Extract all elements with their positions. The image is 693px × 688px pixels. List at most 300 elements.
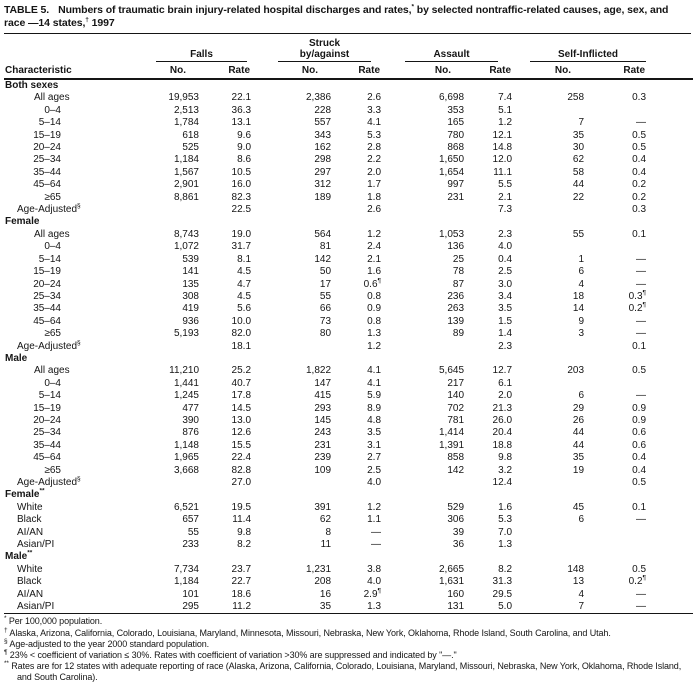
value-cell: 0.5	[632, 365, 647, 377]
value-cell: 1,567	[173, 166, 199, 178]
footnote-marker-dagger: †	[85, 16, 89, 24]
value-cell: 16	[319, 588, 332, 600]
value-cell: 5.3	[367, 129, 382, 141]
spacer-cell	[647, 117, 693, 129]
value-cell	[585, 527, 647, 539]
data-row	[4, 179, 693, 191]
self-inflicted-rate-header: Rate	[585, 62, 647, 79]
value-cell: —	[371, 539, 382, 551]
value-cell: 1,784	[173, 117, 199, 129]
value-cell: 5,645	[438, 365, 465, 377]
value-cell: 11.1	[493, 166, 513, 178]
value-cell: 0.6¶	[363, 277, 382, 290]
spacer-cell	[647, 154, 693, 166]
value-cell: —	[636, 253, 647, 265]
row-label: Black	[17, 576, 42, 588]
data-row	[4, 291, 693, 303]
falls-rate-header: Rate	[200, 62, 252, 79]
value-cell: 1.6	[498, 501, 513, 513]
value-cell: 19,953	[168, 92, 199, 104]
value-cell	[382, 204, 465, 216]
value-cell: 147	[314, 377, 332, 389]
value-cell: 9	[578, 315, 585, 327]
value-cell: 1,148	[173, 439, 199, 451]
value-cell	[154, 477, 200, 489]
value-cell: —	[636, 328, 647, 340]
value-cell: 0.2	[632, 191, 647, 203]
row-label: 15–19	[33, 129, 61, 141]
data-row	[4, 130, 693, 142]
value-cell: 36	[452, 539, 465, 551]
section-label: Male	[5, 352, 28, 364]
row-label: 5–14	[38, 253, 61, 265]
row-label: 5–14	[38, 117, 61, 129]
row-label: 35–44	[33, 166, 61, 178]
value-cell: 145	[314, 414, 332, 426]
table-title	[4, 4, 691, 34]
title-text-1: Numbers of traumatic brain injury-related hospital discharges and rates,	[58, 4, 412, 16]
row-label: ≥65	[44, 328, 61, 340]
value-cell: 18.1	[231, 340, 252, 352]
value-cell: 4.0	[367, 576, 382, 588]
value-cell: 22	[572, 191, 585, 203]
value-cell: 22.7	[231, 576, 252, 588]
value-cell: 868	[447, 142, 465, 154]
value-cell: 82.0	[231, 328, 252, 340]
spacer-cell	[647, 192, 693, 204]
value-cell: 40.7	[231, 377, 252, 389]
value-cell: 936	[182, 315, 199, 327]
value-cell: 189	[314, 191, 332, 203]
value-cell: 0.1	[632, 340, 647, 352]
value-cell: 89	[452, 328, 465, 340]
data-row	[4, 514, 693, 526]
value-cell: 2.1	[367, 253, 382, 265]
value-cell: 5.9	[367, 390, 382, 402]
value-cell	[154, 341, 200, 353]
value-cell: 293	[314, 402, 332, 414]
data-row	[4, 465, 693, 477]
value-cell: 4.1	[367, 365, 382, 377]
value-cell: 4.0	[498, 241, 513, 253]
value-cell: 618	[182, 129, 199, 141]
value-cell: 35	[572, 129, 585, 141]
value-cell: 0.9	[632, 402, 647, 414]
group-label-struck-line2: by/against	[299, 49, 350, 60]
value-cell: —	[585, 601, 647, 614]
value-cell: 2.0	[498, 390, 513, 402]
value-cell: 12.4	[492, 477, 513, 488]
value-cell: 4	[578, 588, 585, 600]
value-cell: 6,521	[173, 501, 199, 513]
value-cell: 55	[319, 290, 332, 302]
value-cell: 1,822	[305, 365, 332, 377]
value-cell: 22.5	[231, 204, 252, 216]
value-cell	[585, 539, 647, 551]
group-label-self-inflicted: Self-Inflicted	[558, 49, 619, 60]
value-cell: 0.8	[367, 290, 382, 302]
value-cell: 23.7	[231, 563, 252, 575]
value-cell: 9.0	[237, 142, 252, 154]
row-label: 20–24	[33, 278, 61, 290]
spacer-cell	[647, 465, 693, 477]
value-cell: 73	[319, 315, 332, 327]
characteristic-header-spacer	[4, 34, 154, 62]
value-cell: 148	[567, 563, 585, 575]
value-cell: 1,184	[173, 154, 199, 166]
row-label: All ages	[34, 365, 70, 377]
value-cell: 258	[567, 92, 585, 104]
row-label: 35–44	[33, 303, 61, 315]
row-label: 15–19	[33, 402, 61, 414]
value-cell: 5.3	[498, 514, 513, 526]
data-row	[4, 229, 693, 241]
value-cell: 25	[452, 253, 465, 265]
row-label: Asian/PI	[17, 539, 55, 551]
value-cell: 7.3	[498, 204, 513, 216]
value-cell: 7	[578, 117, 585, 129]
section-row	[4, 79, 693, 92]
value-cell: 162	[314, 142, 332, 154]
value-cell: 243	[314, 427, 332, 439]
value-cell: 1.6	[367, 266, 382, 278]
group-label-assault: Assault	[433, 49, 470, 60]
spacer-cell	[647, 142, 693, 154]
value-cell: 1.2	[367, 340, 382, 352]
value-cell: 50	[319, 266, 332, 278]
spacer-cell	[647, 390, 693, 402]
value-cell: 3.8	[367, 563, 382, 575]
value-cell: 1,391	[438, 439, 465, 451]
value-cell: 8.9	[367, 402, 382, 414]
value-cell: 11.4	[232, 514, 252, 526]
assault-rate-header: Rate	[465, 62, 513, 79]
spacer-cell	[647, 415, 693, 427]
value-cell: 3.5	[367, 427, 382, 439]
value-cell: 0.6	[632, 439, 647, 451]
value-cell: 45	[572, 501, 585, 513]
value-cell	[585, 241, 647, 253]
value-cell: 6	[578, 390, 585, 402]
value-cell: —	[636, 390, 647, 402]
value-cell: 217	[447, 377, 465, 389]
value-cell: 19.5	[231, 501, 252, 513]
value-cell: 19.0	[231, 228, 252, 240]
row-label: ≥65	[44, 191, 61, 203]
value-cell: 5.0	[465, 601, 513, 614]
value-cell: 228	[314, 104, 332, 116]
value-cell	[513, 105, 585, 117]
column-groups-row	[4, 34, 693, 62]
value-cell	[513, 539, 585, 551]
value-cell: 136	[447, 241, 465, 253]
value-cell: 0.2¶	[628, 301, 647, 315]
spacer-cell	[647, 539, 693, 551]
value-cell: 26	[572, 414, 585, 426]
spacer-cell	[647, 576, 693, 588]
table-body	[4, 79, 693, 614]
value-cell: 12.7	[492, 365, 513, 377]
row-label: 25–34	[33, 290, 61, 302]
value-cell: 9.8	[237, 526, 252, 538]
value-cell	[252, 477, 332, 489]
section-row	[4, 216, 693, 228]
value-cell: 16.0	[231, 179, 252, 191]
value-cell	[513, 204, 585, 216]
value-cell: 18.8	[492, 439, 513, 451]
value-cell: 3.4	[498, 290, 513, 302]
header-spacer	[647, 62, 693, 79]
value-cell	[513, 477, 585, 489]
value-cell: 1,650	[438, 154, 465, 166]
value-cell: 4.1	[367, 377, 382, 389]
data-row	[4, 279, 693, 291]
value-cell: 1.3	[332, 601, 382, 614]
value-cell: 12.1	[492, 129, 513, 141]
column-group-struck	[252, 34, 382, 62]
value-cell: 13.0	[231, 414, 252, 426]
spacer-cell	[647, 452, 693, 464]
row-label: White	[17, 563, 43, 575]
value-cell: 62	[572, 154, 585, 166]
spacer-cell	[647, 266, 693, 278]
row-label: 45–64	[33, 315, 61, 327]
value-cell: 135	[182, 278, 199, 290]
value-cell: 80	[319, 328, 332, 340]
value-cell: 31.7	[231, 241, 252, 253]
row-label: 25–34	[33, 154, 61, 166]
column-group-assault	[382, 34, 513, 62]
data-row	[4, 266, 693, 278]
value-cell	[154, 204, 200, 216]
struck-rate-header: Rate	[332, 62, 382, 79]
value-cell: 295	[154, 601, 200, 614]
value-cell: 44	[572, 439, 585, 451]
value-cell: 353	[447, 104, 465, 116]
value-cell: 1.4	[498, 328, 513, 340]
value-cell: 14.5	[231, 402, 252, 414]
spacer-cell	[647, 291, 693, 303]
row-label: 0–4	[44, 241, 61, 253]
value-cell: 343	[314, 129, 332, 141]
value-cell: 141	[182, 266, 199, 278]
value-cell: 2.8	[367, 142, 382, 154]
spacer-cell	[647, 527, 693, 539]
spacer-cell	[647, 241, 693, 253]
value-cell: 1,072	[173, 241, 199, 253]
value-cell: 1,231	[305, 563, 332, 575]
value-cell: 165	[447, 117, 465, 129]
spacer-cell	[647, 341, 693, 353]
data-row	[4, 254, 693, 266]
row-label: 15–19	[33, 266, 61, 278]
column-group-self-inflicted	[513, 34, 647, 62]
value-cell	[252, 204, 332, 216]
value-cell: 1.3	[498, 539, 513, 551]
data-row	[4, 117, 693, 129]
row-label: 45–64	[33, 179, 61, 191]
column-group-falls	[154, 34, 252, 62]
value-cell	[513, 378, 585, 390]
value-cell: 557	[314, 117, 332, 129]
value-cell: 415	[314, 390, 332, 402]
value-cell: 2,513	[173, 104, 199, 116]
spacer-cell	[647, 303, 693, 315]
value-cell: 1,245	[173, 390, 199, 402]
data-row	[4, 452, 693, 464]
value-cell: 2.6	[367, 204, 382, 216]
value-cell: 2.5	[367, 464, 382, 476]
value-cell: 0.4	[632, 166, 647, 178]
value-cell: 82.8	[231, 464, 252, 476]
value-cell: 81	[319, 241, 332, 253]
value-cell: 142	[447, 464, 465, 476]
value-cell: 140	[447, 390, 465, 402]
data-row	[4, 142, 693, 154]
value-cell: 1,654	[438, 166, 465, 178]
spacer-cell	[647, 328, 693, 340]
value-cell: 6	[578, 266, 585, 278]
value-cell: 8.2	[237, 539, 252, 551]
spacer-cell	[647, 564, 693, 576]
row-label: Age-Adjusted§	[17, 339, 81, 352]
value-cell: 8.6	[237, 154, 252, 166]
spacer-cell	[647, 477, 693, 489]
row-label: All ages	[34, 228, 70, 240]
value-cell: 1,965	[173, 452, 199, 464]
value-cell	[513, 241, 585, 253]
value-cell: 858	[447, 452, 465, 464]
value-cell: 0.8	[367, 315, 382, 327]
value-cell: 391	[314, 501, 332, 513]
value-cell: 2.3	[498, 228, 513, 240]
value-cell: —	[371, 526, 382, 538]
value-cell: 263	[447, 303, 465, 315]
value-cell: 36.3	[231, 104, 252, 116]
spacer-cell	[647, 92, 693, 104]
value-cell: 2.9¶	[363, 587, 382, 600]
row-label: 20–24	[33, 142, 61, 154]
value-cell: 0.6	[632, 427, 647, 439]
value-cell: 87	[452, 278, 465, 290]
data-row	[4, 204, 693, 216]
data-row	[4, 564, 693, 576]
value-cell: 1.2	[367, 228, 382, 240]
data-row	[4, 316, 693, 328]
title-text-3: 1997	[88, 17, 115, 29]
value-cell: 12.6	[231, 427, 252, 439]
value-cell: 2,386	[305, 92, 332, 104]
value-cell: 6	[578, 514, 585, 526]
data-row	[4, 105, 693, 117]
value-cell: 1.2	[498, 117, 513, 129]
value-cell: 160	[447, 588, 465, 600]
value-cell: 780	[447, 129, 465, 141]
value-cell: 564	[314, 228, 332, 240]
value-cell: —	[636, 588, 647, 600]
value-cell: 1,631	[438, 576, 465, 588]
value-cell: 5.5	[498, 179, 513, 191]
value-cell: 1.5	[498, 315, 513, 327]
value-cell: 4.5	[237, 266, 252, 278]
value-cell: 3.5	[498, 303, 513, 315]
value-cell	[252, 341, 332, 353]
value-cell: 4.1	[367, 117, 382, 129]
spacer-cell	[647, 378, 693, 390]
value-cell: 22.1	[231, 92, 252, 104]
spacer-cell	[647, 427, 693, 439]
value-cell: 0.1	[632, 228, 647, 240]
value-cell: 525	[182, 142, 199, 154]
value-cell: 233	[182, 539, 199, 551]
data-row	[4, 539, 693, 551]
value-cell: 39	[452, 526, 465, 538]
row-label: AI/AN	[17, 588, 44, 600]
value-cell: 31.3	[492, 576, 513, 588]
row-label: Age-Adjusted§	[17, 475, 81, 488]
value-cell: 539	[182, 253, 199, 265]
spacer-cell	[647, 440, 693, 452]
value-cell: 0.5	[632, 142, 647, 154]
falls-no-header: No.	[154, 62, 200, 79]
section-label: Female	[5, 216, 40, 228]
value-cell: 5.6	[237, 303, 252, 315]
value-cell: 14.8	[492, 142, 513, 154]
spacer-cell	[647, 403, 693, 415]
value-cell: 2,901	[173, 179, 199, 191]
value-cell: 2.5	[498, 266, 513, 278]
footnote: ** Rates are for 12 states with adequate reporting of race (Alaska, Arizona, California, Colorado, Louisiana, Maryland, Missouri, Nebraska, New York, Oklahoma, Rhode Island, and South Carolina).	[4, 660, 682, 683]
data-row	[4, 328, 693, 340]
data-row	[4, 576, 693, 588]
footnote: ¶ 23% < coefficient of variation ≤ 30%. Rates with coefficient of variation >30% are suppressed and indicated by "—."	[4, 649, 457, 661]
value-cell: 208	[314, 576, 332, 588]
value-cell: 101	[182, 588, 199, 600]
value-cell: 35	[572, 452, 585, 464]
value-cell: 997	[447, 179, 465, 191]
value-cell: 55	[187, 526, 199, 538]
value-cell: 14	[572, 303, 585, 315]
data-row	[4, 92, 693, 104]
characteristic-header: Characteristic	[4, 62, 154, 79]
row-label: 45–64	[33, 452, 61, 464]
value-cell: 7.4	[498, 92, 513, 104]
value-cell: 4.5	[237, 290, 252, 302]
spacer-cell	[647, 365, 693, 377]
value-cell: 231	[447, 191, 465, 203]
value-cell: 2.2	[367, 154, 382, 166]
self-inflicted-no-header: No.	[513, 62, 585, 79]
value-cell: 55	[572, 228, 585, 240]
value-cell: 0.2¶	[628, 574, 647, 588]
value-cell: 9.6	[237, 129, 252, 141]
data-row	[4, 241, 693, 253]
spacer-cell	[647, 254, 693, 266]
data-row	[4, 154, 693, 166]
value-cell: 4.8	[367, 414, 382, 426]
value-cell: 3,668	[173, 464, 199, 476]
group-label-falls: Falls	[190, 49, 213, 60]
data-row	[4, 341, 693, 353]
value-cell: 308	[182, 290, 199, 302]
spacer-cell	[647, 130, 693, 142]
row-label: 35–44	[33, 439, 61, 451]
value-cell: 0.9	[632, 414, 647, 426]
value-cell: 2.3	[498, 340, 513, 352]
row-label: 5–14	[38, 390, 61, 402]
value-cell: 1.7	[367, 179, 382, 191]
value-cell: 231	[314, 439, 332, 451]
